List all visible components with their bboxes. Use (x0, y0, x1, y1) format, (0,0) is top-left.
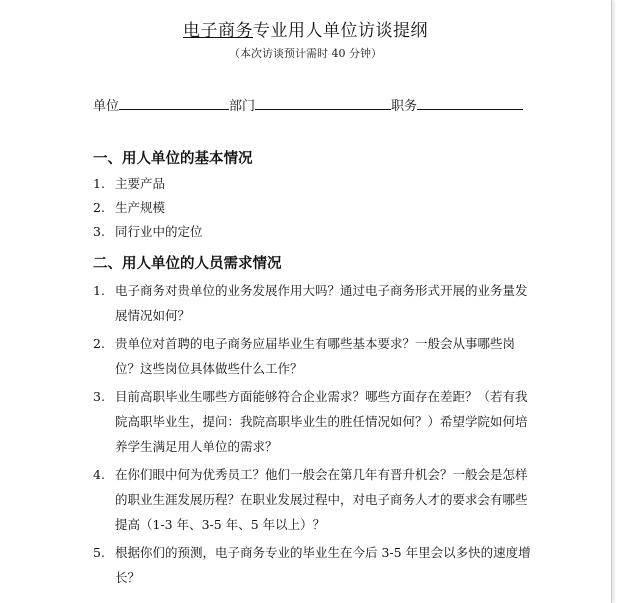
list-item (93, 540, 533, 590)
item-text: 在你们眼中何为优秀员工？他们一般会在第几年有晋升机会？一般会是怎样的职业生涯发展历程？在职业发展过程中，对电子商务人才的要求会有哪些提高（1-3 年、3-5 年、5 年以上）？ (115, 467, 528, 532)
item-text: 生产规模 (115, 200, 166, 215)
list-item (93, 462, 533, 537)
item-number: 4. (93, 467, 105, 482)
item-number: 2. (93, 200, 105, 215)
title-underlined-part: 电子商务 (183, 21, 253, 41)
list-item (93, 278, 533, 328)
duration-note: （本次访谈预计需时 40 分钟） (229, 47, 382, 60)
field-blank-department[interactable] (255, 97, 391, 110)
item-text: 主要产品 (115, 176, 166, 191)
field-label-position: 职务 (391, 99, 418, 114)
list-item (93, 196, 533, 220)
item-number: 2. (93, 336, 105, 351)
section-heading-1: 一、用人单位的基本情况 (93, 150, 253, 167)
item-text: 根据你们的预测，电子商务专业的毕业生在今后 3-5 年里会以多快的速度增长？ (115, 545, 531, 585)
field-blank-unit[interactable] (119, 97, 229, 110)
item-text: 目前高职毕业生哪些方面能够符合企业需求？哪些方面存在差距？（若有我院高职毕业生，提问：我院高职毕业生的胜任情况如何？）希望学院如何培养学生满足用人单位的需求？ (115, 389, 528, 454)
field-label-department: 部门 (229, 99, 256, 114)
item-number: 3. (93, 389, 105, 404)
section-heading-2: 二、用人单位的人员需求情况 (93, 255, 282, 272)
item-number: 3. (93, 224, 105, 239)
page-title (0, 16, 611, 41)
item-text: 贵单位对首聘的电子商务应届毕业生有哪些基本要求？一般会从事哪些岗位？这些岗位具体做些什么工作？ (115, 336, 516, 376)
list-item (93, 172, 533, 196)
item-text: 同行业中的定位 (115, 224, 203, 239)
list-item (93, 220, 533, 244)
list-item (93, 331, 533, 381)
section2-list (93, 278, 533, 593)
section1-list (93, 172, 533, 244)
info-fields (93, 95, 533, 114)
item-number: 5. (93, 545, 105, 560)
item-text: 电子商务对贵单位的业务发展作用大吗？通过电子商务形式开展的业务量发展情况如何？ (115, 283, 528, 323)
field-blank-position[interactable] (417, 97, 523, 110)
list-item (93, 384, 533, 459)
item-number: 1. (93, 176, 105, 191)
title-rest: 专业用人单位访谈提纲 (253, 21, 428, 41)
field-label-unit: 单位 (93, 99, 120, 114)
item-number: 1. (93, 283, 105, 298)
